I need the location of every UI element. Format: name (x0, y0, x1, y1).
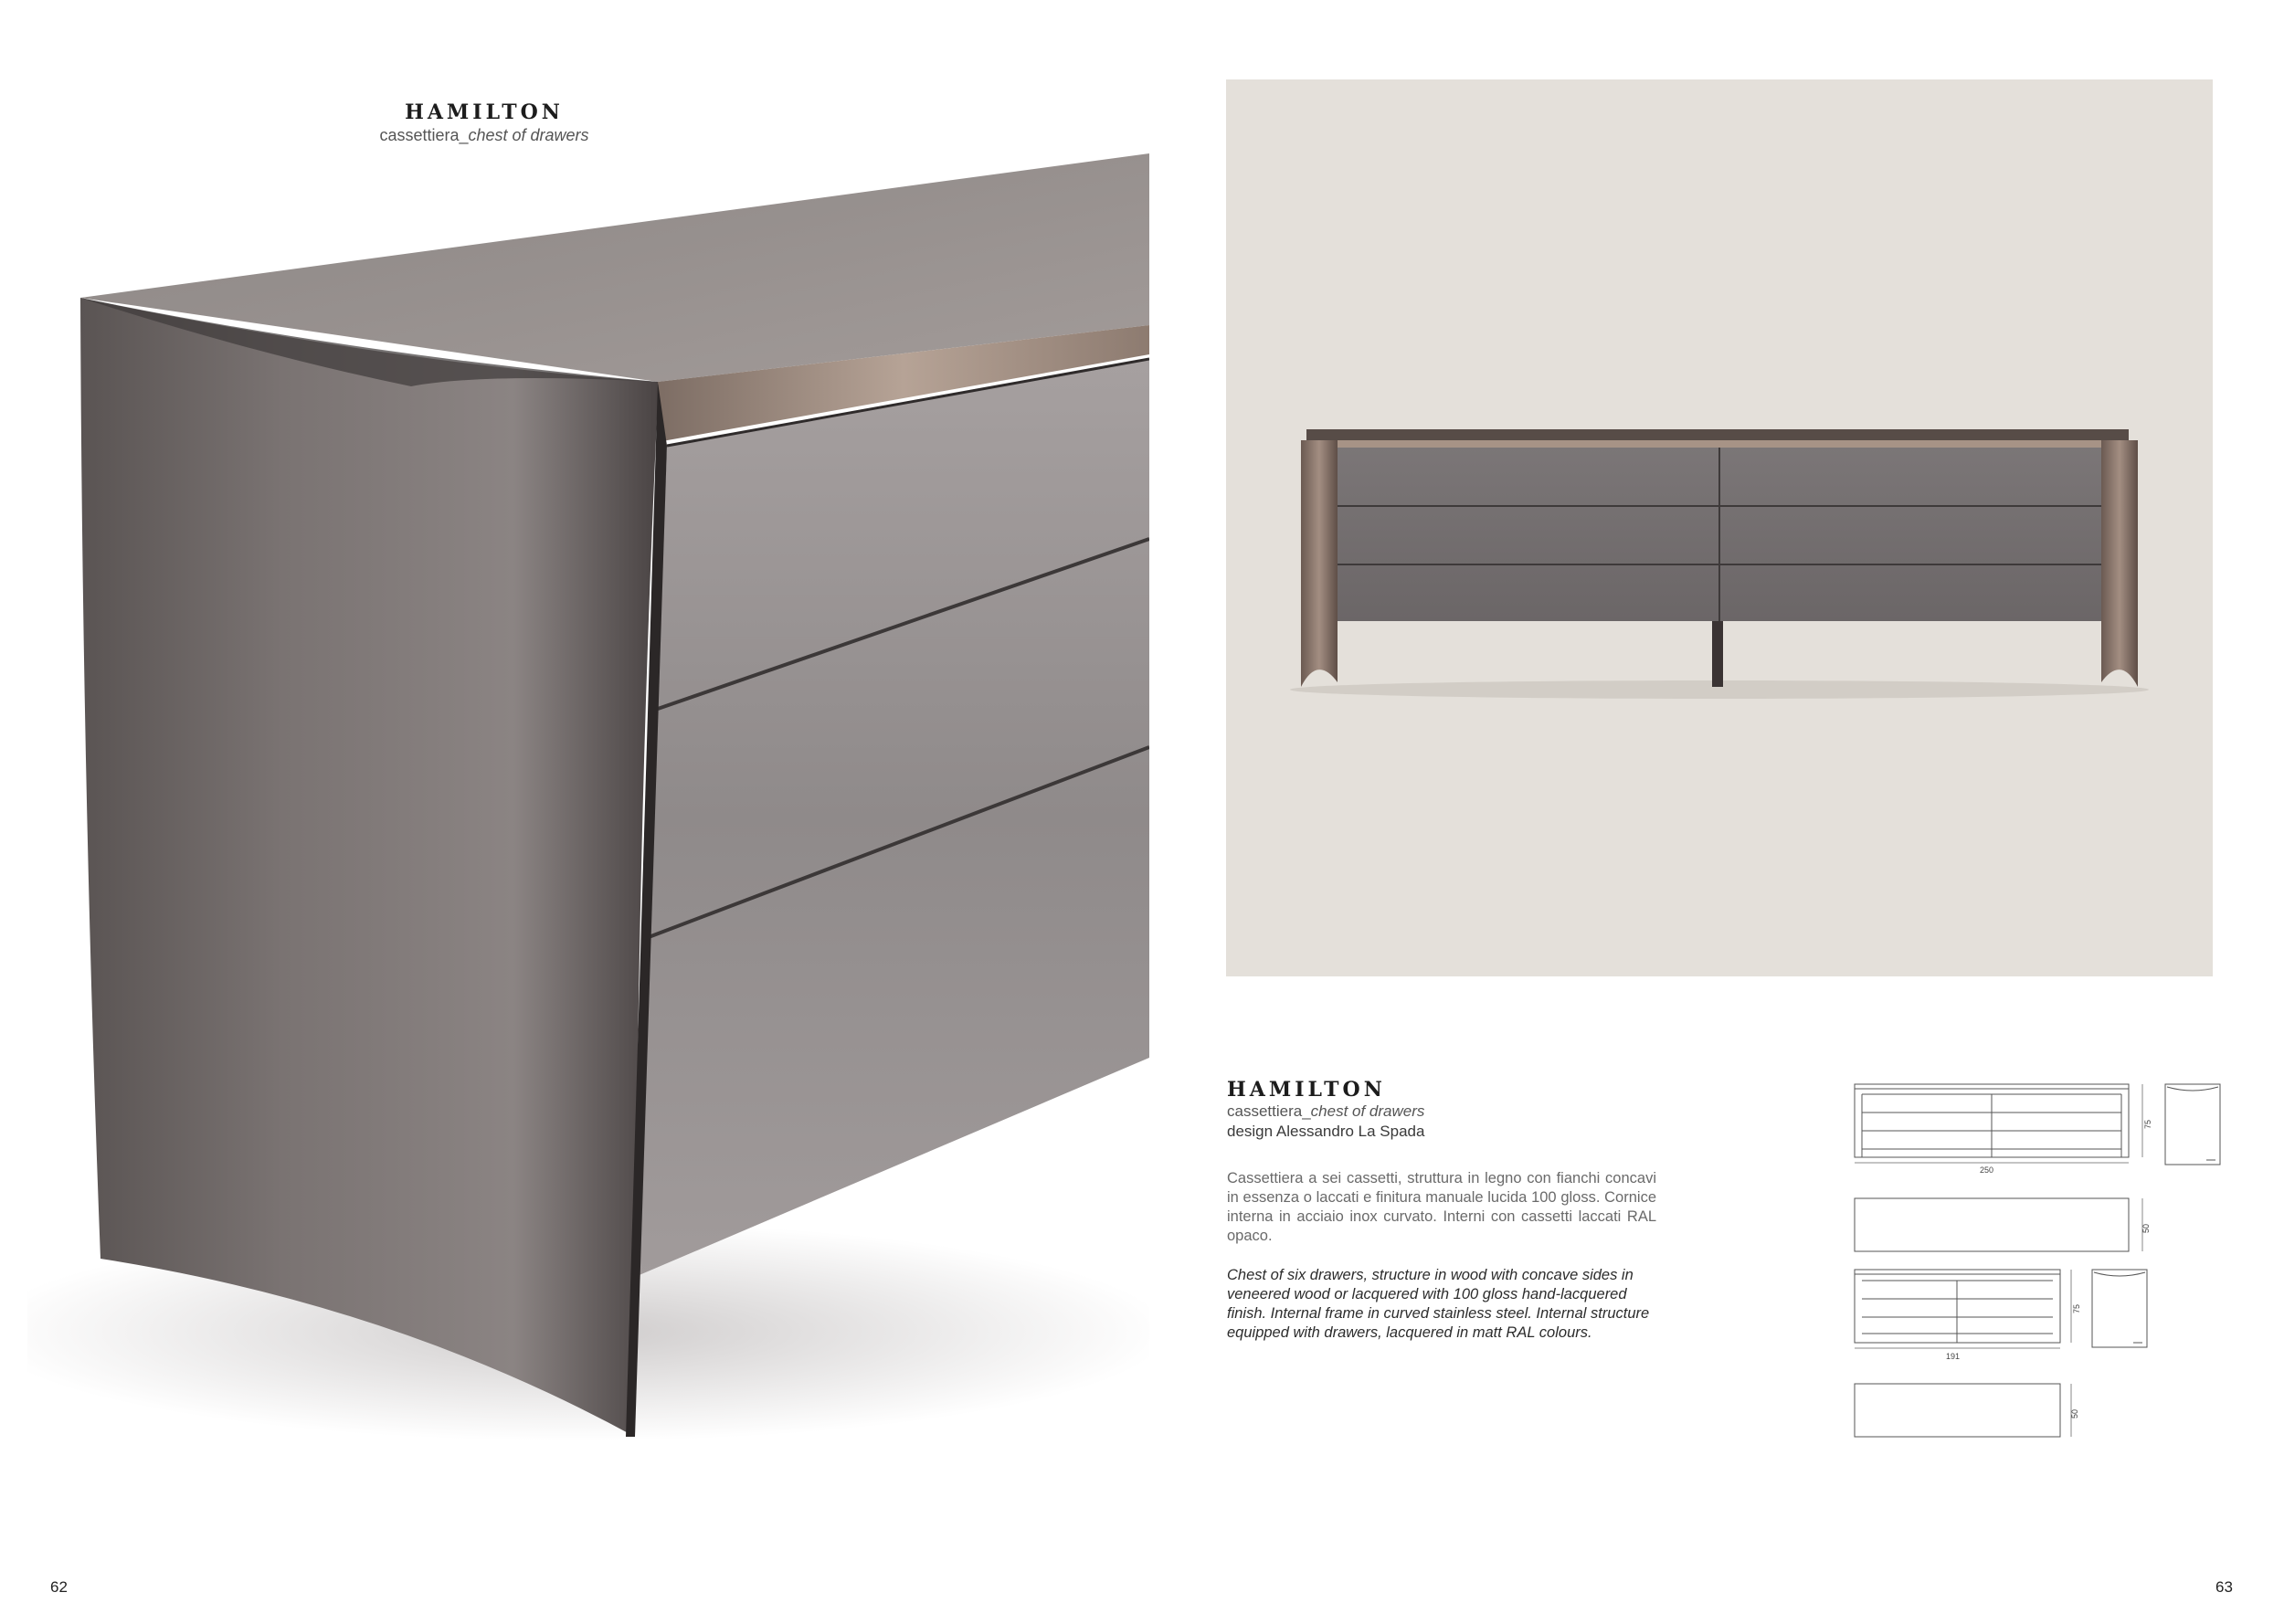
dimension-drawings (1845, 1069, 2229, 1452)
product-subtitle (27, 126, 941, 145)
large-side-view (2165, 1084, 2220, 1165)
technical-drawings (1845, 1069, 2229, 1452)
small-side-view (2092, 1270, 2147, 1347)
product-full-photo (1226, 79, 2213, 976)
subtitle-italic: chest of drawers (468, 126, 589, 144)
small-depth-label: 50 (2070, 1408, 2079, 1418)
product-title: HAMILTON (405, 100, 564, 124)
product-info (1227, 1078, 1656, 1343)
large-depth-label: 50 (2141, 1223, 2151, 1233)
designer-credit: design Alessandro La Spada (1227, 1123, 1425, 1140)
large-top-view (1855, 1198, 2142, 1251)
small-top-view (1855, 1384, 2071, 1437)
chest-full-illustration (1226, 79, 2213, 976)
product-closeup-photo (27, 53, 1149, 1569)
small-width-label: 191 (1946, 1352, 1961, 1361)
small-front-view (1855, 1270, 2071, 1348)
small-height-label: 75 (2072, 1303, 2081, 1313)
chest-closeup-illustration (27, 53, 1149, 1569)
large-height-label: 75 (2143, 1119, 2152, 1129)
info-title: HAMILTON (1227, 1078, 1386, 1102)
page-number-right: 63 (2215, 1578, 2233, 1596)
large-front-view (1855, 1084, 2142, 1163)
left-page-heading (27, 100, 941, 145)
large-width-label: 250 (1980, 1165, 1994, 1175)
info-subtitle (1227, 1102, 1656, 1122)
subtitle-plain: cassettiera_ (379, 126, 469, 144)
page-number-left: 62 (50, 1578, 68, 1596)
description-english: Chest of six drawers, structure in wood with concave sides in veneered wood or lacquered with 100 gloss hand-lacquered finish. Internal frame in curved stainless steel. Internal structure equipped with drawers, lacquered in matt RAL colours. (1227, 1267, 1650, 1341)
info-subtitle-italic: chest of drawers (1310, 1102, 1425, 1120)
description-italian: Cassettiera a sei cassetti, struttura in legno con fianchi concavi in essenza o laccati e finitura manuale lucida 100 gloss. Cornice interna in acciaio inox curvato. Interni con cassetti laccati RAL opaco. (1227, 1170, 1656, 1244)
info-subtitle-plain: cassettiera_ (1227, 1102, 1311, 1120)
